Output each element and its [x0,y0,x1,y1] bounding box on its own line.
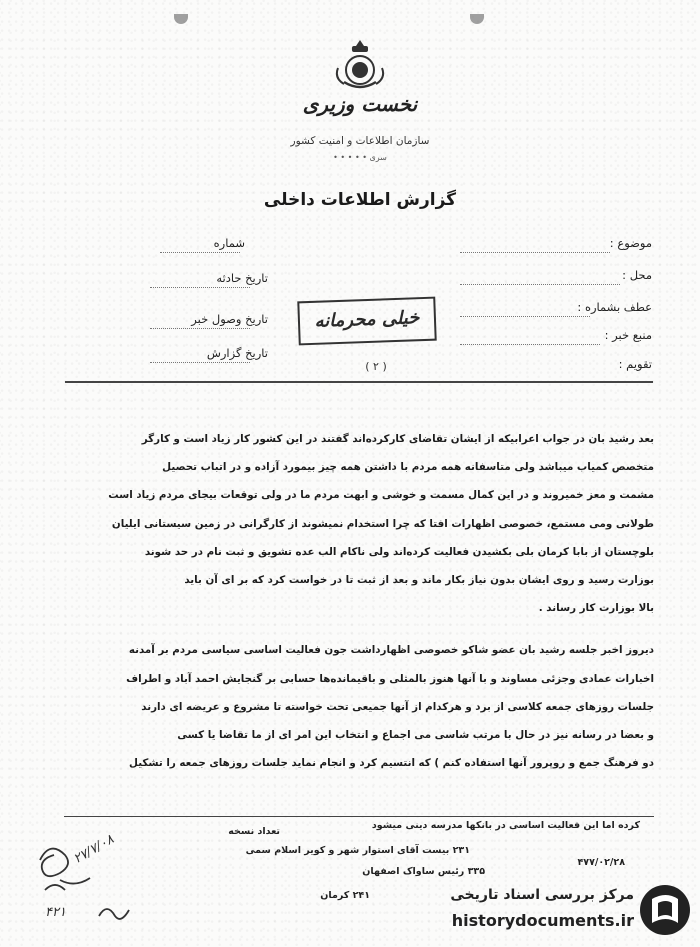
field-line [460,316,590,317]
distribution-row: ۲۴۱ کرمان [320,890,370,901]
field-line [460,284,620,285]
body-line: بعد رشید بان در جواب اعرابیکه از ایشان تقاضای کارکرده‌اند گفتند در این کشور کار زیاد است و کارگر [141,433,654,445]
body-line: مشمت و معز خمیروند و در این کمال مسمت و خوشی و ابهت مردم ما در ولی توقعات بیجای مردم زیاد است [108,489,654,502]
body-line: دیروز اخبر جلسه رشید بان عضو شاکو خصوصی اظهارداشت جون فعالیت اساسی سیاسی مردم بر آمدنه [128,644,654,657]
watermark [420,883,695,943]
field-evaluation: تقویم : [618,357,652,371]
field-reference: عطف بشماره : [577,300,652,314]
footer-divider [64,816,654,817]
classification-stamp [297,297,436,346]
watermark-org: مرکز بررسی اسناد تاریخی [450,887,634,903]
field-line [460,344,600,345]
field-event-date: تاریخ حادثه [216,271,268,285]
field-received-date: تاریخ وصول خبر [191,312,268,326]
field-line [150,328,250,329]
body-line: بوزارت رسید و روی ایشان بدون نیاز بکار ماند و بعد از ثبت تا در خواست کرد که بر ای آن باید [184,574,654,587]
lion-and-sun-emblem-icon [330,38,390,94]
body-line: بلوچستان از بابا کرمان بلی بکشیدن فعالیت کرده‌اند ولی ناکام الب عده تشویق و ثبت نام در حد شوند [144,545,654,558]
punch-mark [174,14,188,24]
stamp-text: خیلی محرمانه [314,307,420,332]
handwritten-note: ۴۲۱ [45,905,66,920]
field-line [160,252,240,253]
field-subject: موضوع : [609,236,652,250]
distribution-row: ۲۳۱ بیست آقای استوار شهر و کویر اسلام سمی [245,845,470,856]
page-number: ( ۲ ) [365,360,387,373]
body-line: متخصص کمیاب میباشد ولی متاسفانه همه مردم با داشتن همه چیز بیمورد آزاده و در اتباب تحصیل [162,461,654,474]
field-line [460,252,610,253]
body-line: بالا بوزارت کار رساند . [538,602,654,615]
report-body [64,425,654,777]
body-line: و بعضا در رسانه نیز در حال با مرتب شاسی می اجماع و انتخاب این امر ای از ما تقاضا یا کسی [177,729,654,742]
header-divider [65,381,653,383]
footer-note: کرده اما این فعالیت اساسی در بانکها مدرسه دینی میشود [371,820,640,831]
letterhead-title: نخست وزیری [302,92,418,116]
field-place: محل : [622,268,652,282]
field-source: منبع خبر : [604,328,652,342]
field-number: شماره [213,236,245,250]
punch-mark [470,14,484,24]
body-line: طولانی ومی مستمع، خصوصی اظهارات افتا که چرا استخدام نمیشوند از کارگرانی در زمین سیستانی ایلیان [111,517,654,530]
watermark-url: historydocuments.ir [451,911,634,930]
field-line [150,287,250,288]
handwritten-date: ۲۷/۷/۰۸ [71,832,117,867]
body-line: دو فرهنگ جمع و روپرور آنها استفاده کنم ) که انتسیم کرد و انجام نماید جلسات روزهای جمعه را تشکیل [129,757,654,770]
distribution-date-code: ۴۷۷/۰۲/۲۸ [577,857,625,868]
handwritten-initial [95,896,135,926]
distribution-label: تعداد نسخه [228,826,280,837]
letterhead-sub: سری • • • • • [333,153,387,162]
field-report-date: تاریخ گزارش [206,346,268,360]
distribution-row: ۳۳۵ رئیس ساواک اصفهان [362,866,485,877]
archive-logo-icon [638,883,692,937]
field-line [150,362,250,363]
report-title: گزارش اطلاعات داخلی [263,190,457,210]
body-line: جلسات روزهای جمعه کلاسی از برد و هرکدام از آنها جمیعی تحت خواسته تا مشروع و عریضه ای دارند [141,700,654,713]
body-line: اخبارات عمادی وجزئی مساوند و با آنها هنوز بالمثلی و باقیمانده‌ها حسابی بر گنجایش احمد آباد و اطراف [126,672,654,685]
letterhead-organization: سازمان اطلاعات و امنیت کشور [290,135,430,147]
